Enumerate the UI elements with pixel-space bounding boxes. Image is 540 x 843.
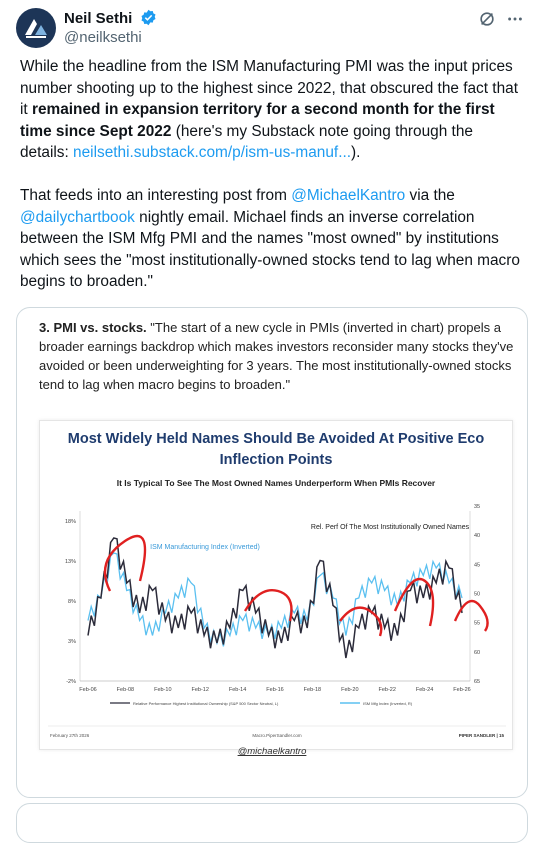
- avatar[interactable]: [16, 8, 56, 48]
- chart-credit[interactable]: @michaelkantro: [237, 746, 307, 757]
- x-tick-label: Feb-18: [303, 687, 322, 693]
- card-quote-text: [39, 318, 517, 394]
- y-tick-label-left: 13%: [64, 559, 76, 565]
- y-tick-label-right: 55: [474, 620, 481, 627]
- x-tick-label: Feb-08: [116, 687, 135, 693]
- red-arrow-annotation: [455, 601, 488, 631]
- x-tick-label: Feb-20: [341, 687, 359, 693]
- text-span: nightly email. Michael finds an inverse correlation between the ISM Mfg PMI and the names "most owned" by institutions which sees the "most institutionally-owned stocks tend to lag when macro begins to broaden.": [20, 208, 520, 290]
- y-tick-label-right: 50: [474, 591, 481, 598]
- bold-text: remained in expansion territory for a second month for the first time since Sept 2022: [20, 101, 495, 140]
- chart-subtitle: It Is Typical To See The Most Owned Names Underperform When PMIs Recover: [116, 478, 436, 488]
- text-span: via the: [405, 187, 455, 204]
- x-tick-label: Feb-10: [154, 687, 172, 693]
- author-name[interactable]: [64, 9, 157, 27]
- y-tick-label-right: 35: [474, 504, 481, 510]
- x-tick-label: Feb-24: [415, 687, 434, 693]
- footer-right: PIPER SANDLER | 15: [458, 733, 504, 738]
- more-options-icon[interactable]: [506, 10, 524, 28]
- x-tick-label: Feb-22: [378, 687, 396, 693]
- y-tick-label-left: 3%: [68, 639, 76, 645]
- next-card[interactable]: [16, 803, 528, 843]
- substack-link[interactable]: neilsethi.substack.com/p/ism-us-manuf...: [73, 144, 352, 161]
- card-heading: 3. PMI vs. stocks.: [39, 320, 147, 335]
- annotation-ism: ISM Manufacturing Index (Inverted): [150, 544, 260, 551]
- legend-label-2: ISM Mfg Index (Inverted, R): [363, 701, 413, 706]
- y-tick-label-left: 8%: [68, 599, 76, 605]
- text-span: ).: [351, 144, 361, 161]
- legend-label-1: Relative Performance Highest Institutional Ownership (S&P 500 Sector Neutral, L): [133, 701, 279, 706]
- verified-badge-icon: [140, 9, 157, 26]
- tweet-header: [16, 8, 524, 52]
- chart: [39, 420, 513, 750]
- annotation-rel-perf: Rel. Perf Of The Most Institutionally Owned Names: [310, 524, 470, 531]
- tweet-text: [20, 56, 520, 314]
- avatar-logo-icon: [21, 13, 51, 43]
- y-tick-label-right: 60: [474, 649, 481, 656]
- y-tick-label-right: 65: [474, 679, 481, 685]
- y-tick-label-left: 18%: [64, 519, 76, 525]
- author-name-text[interactable]: Neil Sethi: [64, 10, 133, 27]
- chart-title: Most Widely Held Names Should Be Avoided At Positive Eco Inflection Points: [67, 431, 485, 468]
- mention-michaelkantro[interactable]: @MichaelKantro: [291, 187, 406, 204]
- mention-dailychartbook[interactable]: @dailychartbook: [20, 208, 135, 226]
- x-tick-label: Feb-16: [266, 687, 284, 693]
- tweet-paragraph-2: [20, 185, 520, 293]
- text-span: That feeds into an interesting post from: [20, 187, 292, 204]
- y-tick-label-left: -2%: [66, 679, 76, 685]
- chart-plot: [40, 421, 514, 751]
- x-tick-label: Feb-06: [79, 687, 97, 693]
- footer-left: February 27th 2026: [50, 733, 90, 738]
- text-span: While the headline from the ISM Manufacturing PMI was the input prices number shooting up to the highest since 2022, that obscured the fact that it: [20, 58, 518, 118]
- text-span: (here's my Substack note going through the details:: [20, 122, 473, 161]
- x-tick-label: Feb-26: [453, 687, 471, 693]
- author-handle[interactable]: @neilksethi: [64, 29, 142, 46]
- tweet-paragraph-1: [20, 56, 520, 164]
- grok-icon[interactable]: [478, 10, 496, 28]
- card-body: "The start of a new cycle in PMIs (inverted in chart) propels a broader earnings backdrop which makes investors reconsider many stocks they've avoided or been underweighting for 3 years. The most institutionally-owned stocks tend to lag when macro begins to broaden.": [39, 320, 514, 392]
- footer-center: Macro.PiperSandler.com: [252, 733, 302, 738]
- y-tick-label-right: 45: [474, 562, 481, 569]
- y-tick-label-right: 40: [474, 533, 481, 540]
- embedded-image-card[interactable]: [16, 307, 528, 798]
- x-tick-label: Feb-12: [191, 687, 209, 693]
- x-tick-label: Feb-14: [228, 687, 247, 693]
